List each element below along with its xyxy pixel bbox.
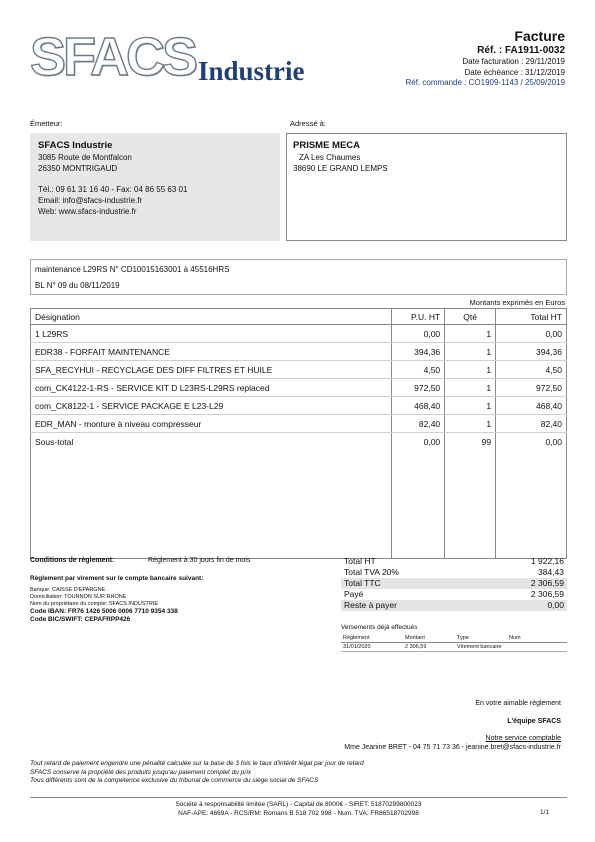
cell-unit-price: 394,36 [392, 343, 445, 361]
payments-table [341, 634, 567, 652]
emitter-web: Web: www.sfacs-industrie.fr [38, 207, 137, 216]
cell-designation: EDR38 - FORFAIT MAINTENANCE [31, 343, 392, 361]
cell-quantity: 99 [445, 433, 496, 451]
total-row [341, 567, 567, 578]
cell-quantity: 1 [445, 361, 496, 379]
conditions-value: Règlement à 30 jours fin de mois [148, 557, 251, 564]
cell-designation: Sous-total [31, 433, 392, 451]
total-row [341, 600, 567, 611]
emitter-address-line1: 3085 Route de Montfalcon [38, 153, 132, 162]
cell-designation: com_CK8122-1 - SERVICE PACKAGE E L23-L29 [31, 397, 392, 415]
table-row [31, 379, 567, 397]
company-logo [30, 27, 315, 88]
legal-line3: Tous différents sont de la compétence exclusive du tribunal de commerce du siège social de SFACS [30, 777, 319, 784]
cell-unit-price: 468,40 [392, 397, 445, 415]
billing-date: Date facturation : 29/11/2019 [462, 57, 565, 66]
col-quantity: Qté [445, 309, 496, 325]
total-value: 384,43 [538, 567, 564, 577]
payment-date: 31/01/2020 [341, 643, 403, 652]
addressee-label: Adressé à: [290, 119, 326, 128]
legal-notice [30, 760, 430, 786]
col-total: Total HT [496, 309, 567, 325]
total-row [341, 589, 567, 600]
payment-num [507, 643, 567, 652]
addressee-address-line1: ZA Les Chaumes [299, 153, 361, 162]
currency-note: Montants exprimés en Euros [469, 298, 565, 307]
cell-designation: EDR_MAN - monture à niveau compresseur [31, 415, 392, 433]
invoice-reference: Réf. : FA1911-0032 [477, 45, 565, 56]
logo-wordmark-industrie: Industrie [198, 56, 305, 86]
table-row [31, 415, 567, 433]
table-filler-row [31, 450, 567, 559]
col-unit-price: P.U. HT [392, 309, 445, 325]
payment-conditions [30, 557, 330, 624]
cell-unit-price: 972,50 [392, 379, 445, 397]
total-label: Payé [344, 589, 364, 599]
emitter-box [30, 133, 280, 241]
iban-code: Code IBAN: FR76 1426 5006 0006 7710 9354 338 [30, 608, 178, 615]
items-header-row [31, 309, 567, 325]
total-label: Total TVA 20% [344, 567, 399, 577]
notes-line2: BL N° 09 du 08/11/2019 [35, 281, 120, 290]
legal-line2: SFACS conserve la propriété des produits jusqu'au paiement complet du prix [30, 768, 252, 776]
page-footer [30, 800, 567, 818]
order-reference: Réf. commande : CO1909-1143 / 25/09/2019 [405, 78, 565, 87]
total-label: Total TTC [341, 578, 479, 589]
cell-quantity: 1 [445, 415, 496, 433]
bank-domiciliation: Domiciliation: TOURNON SUR RHONE [30, 594, 127, 600]
emitter-name: SFACS Industrie [38, 140, 113, 151]
cell-unit-price: 0,00 [392, 433, 445, 451]
table-row [341, 643, 567, 652]
col-designation: Désignation [31, 309, 392, 325]
addressee-address-line2: 38690 LE GRAND LEMPS [293, 164, 388, 173]
totals-table [341, 556, 567, 611]
footer-divider [30, 797, 567, 798]
bic-code: Code BIC/SWIFT: CEPAFRPP426 [30, 616, 131, 623]
emitter-address-line2: 26350 MONTRIGAUD [38, 164, 118, 173]
cell-total: 0,00 [496, 325, 567, 343]
payment-amount: 2 306,59 [403, 643, 455, 652]
col-num: Num [507, 634, 567, 643]
addressee-box [286, 133, 567, 241]
cell-designation: SFA_RECYHUI - RECYCLAGE DES DIFF FILTRES ET HUILE [31, 361, 392, 379]
payments-header-row [341, 634, 567, 643]
closing-service: Notre service comptable [485, 735, 561, 742]
addressee-name: PRISME MECA [293, 140, 361, 151]
closing-greeting: En votre aimable règlement [475, 700, 561, 707]
total-label: Reste à payer [341, 600, 479, 611]
bank-name: Banque: CAISSE D'EPARGNE [30, 587, 106, 593]
cell-quantity: 1 [445, 325, 496, 343]
cell-total: 468,40 [496, 397, 567, 415]
cell-total: 0,00 [496, 433, 567, 451]
account-owner: Nom du propriétaire du compte: SFACS INDUSTRIE [30, 601, 159, 607]
col-type: Type [455, 634, 507, 643]
conditions-label: Conditions de règlement: [30, 557, 115, 564]
emitter-label: Émetteur: [30, 119, 63, 128]
notes-line1: maintenance L29RS N° CD10015163001 à 45516HRS [35, 265, 230, 274]
table-row [31, 343, 567, 361]
cell-total: 4,50 [496, 361, 567, 379]
emitter-phone: Tél.: 09 61 31 16 40 - Fax: 04 86 55 63 01 [38, 185, 188, 194]
cell-quantity: 1 [445, 379, 496, 397]
cell-unit-price: 4,50 [392, 361, 445, 379]
table-row [31, 397, 567, 415]
table-row [31, 325, 567, 343]
payment-type: Virement bancaire [455, 643, 507, 652]
total-label: Total HT [344, 556, 376, 566]
total-row [341, 556, 567, 567]
closing-contact: Mme Jeanine BRET - 04 75 71 73 36 - jeanine.bret@sfacs-industrie.fr [344, 744, 561, 751]
cell-unit-price: 82,40 [392, 415, 445, 433]
col-reglement: Règlement [341, 634, 403, 643]
cell-designation: com_CK4122-1-RS - SERVICE KIT D L23RS-L29RS replaced [31, 379, 392, 397]
footer-line1: Société à responsabilité limitée (SARL) - Capital de 8000€ - SIRET: 51870299800023 [175, 801, 422, 808]
items-table [30, 308, 567, 559]
cell-quantity: 1 [445, 397, 496, 415]
cell-total: 82,40 [496, 415, 567, 433]
legal-line1: Tout retard de paiement engendre une pénalité calculée sur la base de 3 fois le taux d'intérêt légal par jour de retard [30, 760, 364, 767]
col-montant: Montant [403, 634, 455, 643]
emitter-email: Email: info@sfacs-industrie.fr [38, 196, 143, 205]
cell-total: 972,50 [496, 379, 567, 397]
closing-team: L'équipe SFACS [507, 718, 561, 725]
cell-designation: 1 L29RS [31, 325, 392, 343]
logo-wordmark-sfacs: SFACS [30, 27, 196, 87]
subtotal-row [31, 433, 567, 451]
total-value: 2 306,59 [479, 578, 567, 589]
invoice-header [405, 28, 565, 89]
transfer-title: Règlement par virement sur le compte bancaire suivant: [30, 575, 204, 582]
table-row [31, 361, 567, 379]
cell-quantity: 1 [445, 343, 496, 361]
payments-title: Versements déjà effectués [341, 624, 418, 631]
total-value: 1 922,16 [530, 556, 564, 566]
invoice-title: Facture [514, 28, 565, 44]
total-row [341, 578, 567, 589]
total-value: 0,00 [479, 600, 567, 611]
footer-line2: NAF-APE: 4669A - RCS/RM: Romans B 518 702 998 - Num. TVA: FR86518702998 [178, 810, 419, 817]
page-number: 1/1 [539, 809, 549, 816]
due-date: Date échéance : 31/12/2019 [464, 67, 565, 77]
invoice-notes [30, 259, 567, 295]
total-value: 2 306,59 [530, 589, 564, 599]
cell-total: 394,36 [496, 343, 567, 361]
cell-unit-price: 0,00 [392, 325, 445, 343]
